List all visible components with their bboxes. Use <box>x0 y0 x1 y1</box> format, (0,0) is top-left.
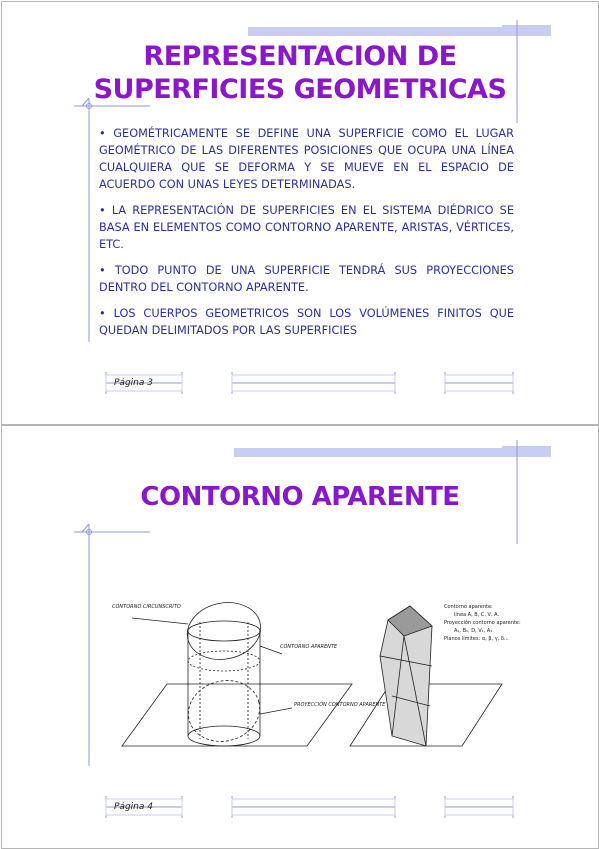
prism-drawing <box>350 606 502 746</box>
label-apparent-contour: CONTORNO APARENTE <box>280 644 338 650</box>
legend-line-1: Contorno aparente: <box>444 604 493 610</box>
title-line-1: REPRESENTACION DE <box>143 41 457 72</box>
bullet-item: • GEOMÉTRICAMENTE SE DEFINE UNA SUPERFICIE COMO EL LUGAR GEOMÉTRICO DE LAS DIFERENTES POSICIONES QUE OCUPA UNA LÍNEA CUALQUIERA QUE SE DEFORMA Y SE MUEVE EN EL ESPACIO DE ACUERDO CON UNAS LEYES DETERMINADAS. <box>99 125 514 193</box>
page-number: Página 4 <box>114 802 153 812</box>
slide-title: CONTORNO APARENTE <box>140 482 460 512</box>
slide-title <box>2 40 598 106</box>
cylinder-drawing <box>122 596 352 749</box>
title-line-2: SUPERFICIES GEOMETRICAS <box>93 74 507 105</box>
label-circumscribed: CONTORNO CIRCUNSCRITO <box>112 604 181 610</box>
slide-page-4 <box>1 425 599 849</box>
page-number: Página 3 <box>114 378 153 388</box>
legend-line-4: A₁, B₁, D, V₁, A₁ <box>454 628 493 634</box>
legend-line-3: Proyección contorno aparente: <box>444 620 521 626</box>
bullet-list <box>99 125 514 348</box>
apparent-contour-figure <box>92 596 532 776</box>
bullet-item: • TODO PUNTO DE UNA SUPERFICIE TENDRÁ SUS PROYECCIONES DENTRO DEL CONTORNO APARENTE. <box>99 262 514 296</box>
legend-line-5: Planos límites: α, β, γ, δ... <box>444 636 509 642</box>
bullet-item: • LA REPRESENTACIÓN DE SUPERFICIES EN EL SISTEMA DIÉDRICO SE BASA EN ELEMENTOS COMO CONTORNO APARENTE, ARISTAS, VÉRTICES, ETC. <box>99 202 514 253</box>
slide-page-3 <box>1 1 599 425</box>
legend-line-2: línea A, B, C, V, A. <box>454 612 500 618</box>
bullet-item: • LOS CUERPOS GEOMETRICOS SON LOS VOLÚMENES FINITOS QUE QUEDAN DELIMITADOS POR LAS SUPERFICIES <box>99 305 514 339</box>
label-projection: PROYECCIÓN CONTORNO APARENTE <box>294 702 386 708</box>
